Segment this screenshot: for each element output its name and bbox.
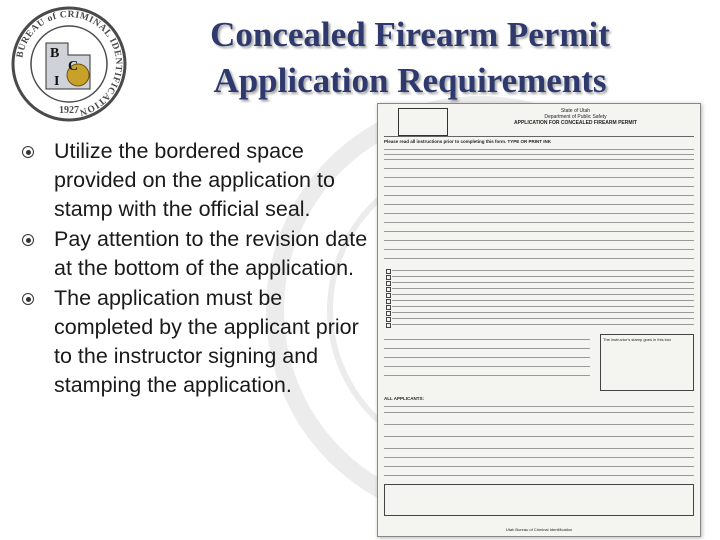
list-item: Utilize the bordered space provided on the application to stamp with the official seal.	[22, 137, 382, 224]
svg-text:C: C	[68, 59, 79, 74]
form-footer: Utah Bureau of Criminal Identification	[505, 527, 573, 532]
form-header: State of Utah Department of Public Safety APPLICATION FOR CONCEALED FIREARM PERMIT	[514, 108, 637, 126]
list-item: The application must be completed by the applicant prior to the instructor signing and stamping the application.	[22, 284, 382, 400]
form-seal-box	[398, 108, 448, 136]
svg-text:I: I	[54, 74, 60, 89]
svg-text:BUREAU of CRIMINAL IDENTIFICAT: BUREAU of CRIMINAL IDENTIFICATION	[15, 9, 124, 117]
slide-title	[140, 12, 680, 104]
bullet-icon	[22, 293, 34, 305]
all-applicants-section: ALL APPLICANTS:	[384, 396, 424, 401]
title-line-2: Application Requirements	[213, 61, 607, 100]
application-form-image	[377, 103, 701, 537]
svg-text:B: B	[50, 46, 60, 61]
payment-box	[384, 484, 694, 516]
svg-text:1927: 1927	[59, 105, 79, 116]
title-line-1: Concealed Firearm Permit	[210, 15, 610, 54]
bullet-icon	[22, 234, 34, 246]
list-item: Pay attention to the revision date at the bottom of the application.	[22, 225, 382, 283]
instructor-stamp-box: The instructor's stamp goes in this box	[600, 334, 694, 391]
requirements-list	[22, 137, 382, 401]
bci-seal-logo	[10, 5, 128, 123]
form-instruction: Please read all instructions prior to completing this form. TYPE OR PRINT INK	[384, 139, 552, 144]
bullet-icon	[22, 146, 34, 158]
